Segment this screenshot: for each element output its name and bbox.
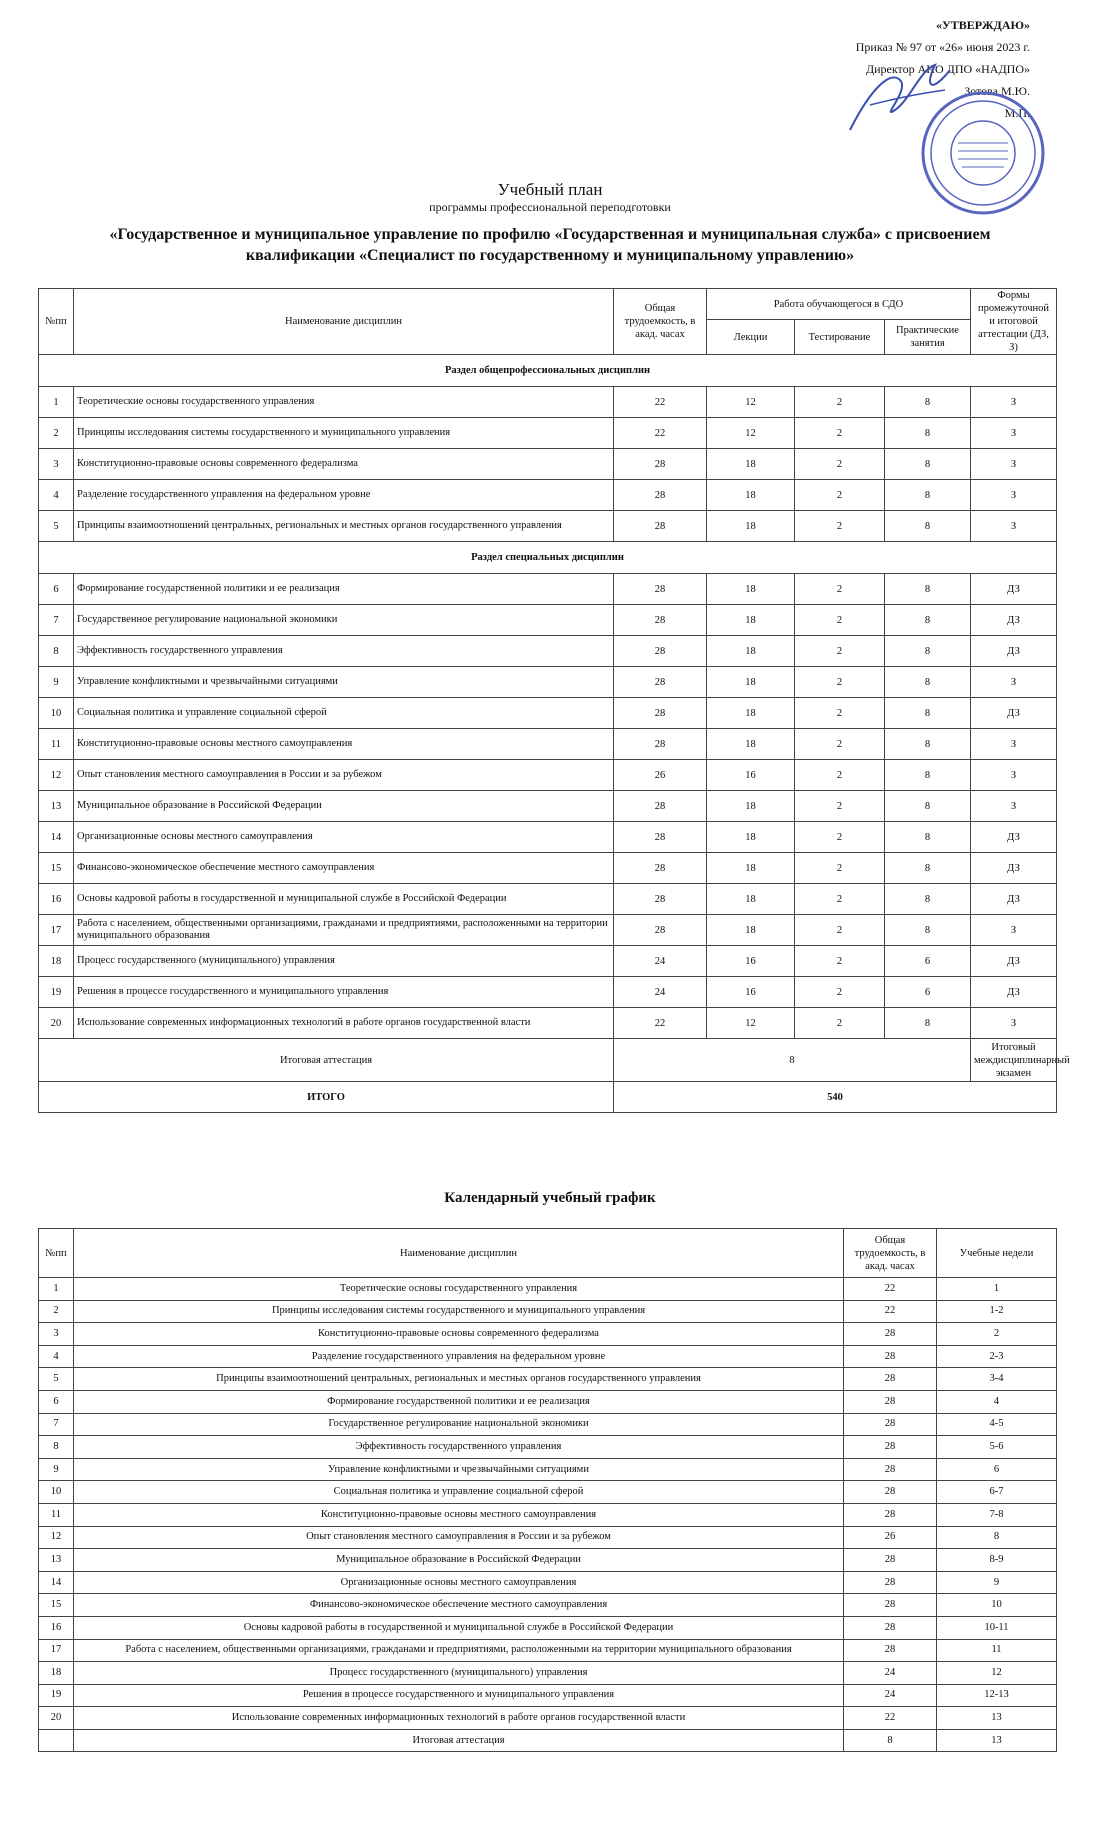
page-subtitle: программы профессиональной переподготовки (429, 200, 671, 214)
discipline-name: Эффективность государственного управления (74, 636, 614, 667)
study-weeks: 8-9 (937, 1549, 1057, 1572)
study-weeks: 2-3 (937, 1345, 1057, 1368)
discipline-name: Финансово-экономическое обеспечение местного самоуправления (74, 853, 614, 884)
practice-hours: 8 (885, 760, 971, 791)
total-hours: 28 (844, 1549, 937, 1572)
total-hours: 28 (844, 1323, 937, 1346)
total-hours: 28 (844, 1458, 937, 1481)
total-hours: 28 (844, 1345, 937, 1368)
testing-hours: 2 (795, 605, 885, 636)
assessment-form: З (971, 791, 1057, 822)
row-num: 9 (39, 667, 74, 698)
practice-hours: 8 (885, 729, 971, 760)
discipline-name: Организационные основы местного самоуправления (74, 1571, 844, 1594)
row-num: 3 (39, 449, 74, 480)
final-form: Итоговый междисциплинарный экзамен (971, 1039, 1057, 1082)
lecture-hours: 18 (707, 822, 795, 853)
discipline-name: Работа с населением, общественными организациями, гражданами и предприятиями, расположенными на территории муниципального образования (74, 915, 614, 946)
testing-hours: 2 (795, 760, 885, 791)
study-weeks: 9 (937, 1571, 1057, 1594)
study-weeks: 1-2 (937, 1300, 1057, 1323)
practice-hours: 8 (885, 822, 971, 853)
assessment-form: З (971, 760, 1057, 791)
row-num (39, 1729, 74, 1752)
table-row (39, 1707, 1057, 1730)
final-hours: 8 (614, 1039, 971, 1082)
table-row (39, 636, 1057, 667)
row-num: 8 (39, 636, 74, 667)
table-row (39, 387, 1057, 418)
study-weeks: 4 (937, 1390, 1057, 1413)
cal-header-name: Наименование дисциплин (74, 1229, 844, 1278)
total-hours: 28 (614, 449, 707, 480)
table-row (39, 1481, 1057, 1504)
practice-hours: 8 (885, 884, 971, 915)
study-weeks: 6 (937, 1458, 1057, 1481)
discipline-name: Использование современных информационных технологий в работе органов государственной власти (74, 1008, 614, 1039)
practice-hours: 8 (885, 449, 971, 480)
total-hours: 22 (844, 1278, 937, 1301)
total-hours: 28 (844, 1368, 937, 1391)
study-weeks: 13 (937, 1707, 1057, 1730)
assessment-form: З (971, 1008, 1057, 1039)
total-hours: 28 (614, 574, 707, 605)
lecture-hours: 18 (707, 667, 795, 698)
testing-hours: 2 (795, 418, 885, 449)
practice-hours: 8 (885, 915, 971, 946)
row-num: 11 (39, 1503, 74, 1526)
practice-hours: 8 (885, 1008, 971, 1039)
study-weeks: 2 (937, 1323, 1057, 1346)
section-row (39, 355, 1057, 387)
discipline-name: Формирование государственной политики и ее реализация (74, 1390, 844, 1413)
total-hours: 28 (614, 698, 707, 729)
assessment-form: З (971, 387, 1057, 418)
total-hours: 24 (614, 977, 707, 1008)
lecture-hours: 18 (707, 884, 795, 915)
row-num: 13 (39, 791, 74, 822)
study-weeks: 12-13 (937, 1684, 1057, 1707)
practice-hours: 8 (885, 667, 971, 698)
assessment-form: ДЗ (971, 853, 1057, 884)
discipline-name: Принципы взаимоотношений центральных, региональных и местных органов государственного управления (74, 1368, 844, 1391)
total-hours: 24 (614, 946, 707, 977)
cal-header-total: Общая трудоемкость, в акад. часах (844, 1229, 937, 1278)
total-hours: 28 (614, 822, 707, 853)
header-forms: Формы промежуточной и итоговой аттестации (ДЗ, З) (971, 289, 1057, 355)
lecture-hours: 12 (707, 387, 795, 418)
discipline-name: Разделение государственного управления на федеральном уровне (74, 1345, 844, 1368)
total-hours: 24 (844, 1684, 937, 1707)
header-name: Наименование дисциплин (74, 289, 614, 355)
table-row (39, 1413, 1057, 1436)
table-row (39, 1594, 1057, 1617)
total-hours: 22 (844, 1707, 937, 1730)
table-row (39, 1639, 1057, 1662)
lecture-hours: 18 (707, 791, 795, 822)
table-row (39, 574, 1057, 605)
total-hours: 28 (614, 853, 707, 884)
row-num: 4 (39, 480, 74, 511)
discipline-name: Муниципальное образование в Российской Федерации (74, 1549, 844, 1572)
section-label: Раздел общепрофессиональных дисциплин (39, 355, 1057, 387)
table-row (39, 1390, 1057, 1413)
row-num: 20 (39, 1707, 74, 1730)
discipline-name: Финансово-экономическое обеспечение местного самоуправления (74, 1594, 844, 1617)
practice-hours: 8 (885, 574, 971, 605)
testing-hours: 2 (795, 698, 885, 729)
table-row (39, 1368, 1057, 1391)
practice-hours: 6 (885, 946, 971, 977)
study-weeks: 13 (937, 1729, 1057, 1752)
discipline-name: Управление конфликтными и чрезвычайными ситуациями (74, 1458, 844, 1481)
testing-hours: 2 (795, 822, 885, 853)
row-num: 2 (39, 1300, 74, 1323)
table-row (39, 729, 1057, 760)
discipline-name: Конституционно-правовые основы местного самоуправления (74, 1503, 844, 1526)
discipline-name: Итоговая аттестация (74, 1729, 844, 1752)
discipline-name: Муниципальное образование в Российской Федерации (74, 791, 614, 822)
total-hours: 28 (614, 884, 707, 915)
approval-mp: М.П. (1004, 106, 1030, 120)
total-hours: 28 (614, 915, 707, 946)
testing-hours: 2 (795, 636, 885, 667)
practice-hours: 8 (885, 480, 971, 511)
discipline-name: Теоретические основы государственного управления (74, 1278, 844, 1301)
testing-hours: 2 (795, 387, 885, 418)
table-row (39, 1662, 1057, 1685)
study-plan-table (38, 288, 1070, 1113)
total-hours: 28 (614, 791, 707, 822)
lecture-hours: 16 (707, 946, 795, 977)
table-row (39, 511, 1057, 542)
row-num: 5 (39, 511, 74, 542)
assessment-form: З (971, 667, 1057, 698)
table-row (39, 946, 1057, 977)
row-num: 15 (39, 1594, 74, 1617)
table-row (39, 698, 1057, 729)
testing-hours: 2 (795, 977, 885, 1008)
lecture-hours: 16 (707, 760, 795, 791)
lecture-hours: 18 (707, 915, 795, 946)
table-row (39, 1345, 1057, 1368)
discipline-name: Конституционно-правовые основы современного федерализма (74, 1323, 844, 1346)
discipline-name: Использование современных информационных технологий в работе органов государственной власти (74, 1707, 844, 1730)
row-num: 18 (39, 1662, 74, 1685)
assessment-form: З (971, 915, 1057, 946)
study-weeks: 10 (937, 1594, 1057, 1617)
table-row (39, 1323, 1057, 1346)
total-hours: 28 (844, 1413, 937, 1436)
total-row (39, 1082, 1057, 1113)
assessment-form: ДЗ (971, 977, 1057, 1008)
final-label: Итоговая аттестация (39, 1039, 614, 1082)
header-total: Общая трудоемкость, в акад. часах (614, 289, 707, 355)
testing-hours: 2 (795, 511, 885, 542)
practice-hours: 8 (885, 791, 971, 822)
table-row (39, 1616, 1057, 1639)
assessment-form: З (971, 449, 1057, 480)
row-num: 14 (39, 1571, 74, 1594)
testing-hours: 2 (795, 915, 885, 946)
discipline-name: Принципы взаимоотношений центральных, региональных и местных органов государственного управления (74, 511, 614, 542)
assessment-form: ДЗ (971, 946, 1057, 977)
study-weeks: 12 (937, 1662, 1057, 1685)
total-hours: 26 (844, 1526, 937, 1549)
practice-hours: 8 (885, 418, 971, 449)
discipline-name: Решения в процессе государственного и муниципального управления (74, 977, 614, 1008)
assessment-form: ДЗ (971, 822, 1057, 853)
discipline-name: Государственное регулирование национальной экономики (74, 605, 614, 636)
total-hours: 28 (844, 1503, 937, 1526)
table-row (39, 1503, 1057, 1526)
table-row (39, 605, 1057, 636)
study-weeks: 3-4 (937, 1368, 1057, 1391)
cal-header-num: №пп (39, 1229, 74, 1278)
table-row (39, 915, 1057, 946)
discipline-name: Опыт становления местного самоуправления в России и за рубежом (74, 1526, 844, 1549)
study-weeks: 6-7 (937, 1481, 1057, 1504)
discipline-name: Социальная политика и управление социальной сферой (74, 698, 614, 729)
discipline-name: Принципы исследования системы государственного и муниципального управления (74, 1300, 844, 1323)
row-num: 16 (39, 884, 74, 915)
lecture-hours: 18 (707, 853, 795, 884)
row-num: 10 (39, 698, 74, 729)
total-hours: 28 (844, 1616, 937, 1639)
row-num: 10 (39, 1481, 74, 1504)
calendar-table (38, 1228, 1057, 1752)
row-num: 6 (39, 574, 74, 605)
total-hours: 28 (844, 1436, 937, 1459)
discipline-name: Разделение государственного управления на федеральном уровне (74, 480, 614, 511)
final-attestation-row (39, 1039, 1057, 1082)
total-hours: 28 (614, 511, 707, 542)
calendar-title: Календарный учебный график (444, 1190, 656, 1206)
discipline-name: Опыт становления местного самоуправления в России и за рубежом (74, 760, 614, 791)
header-practice: Практические занятия (885, 320, 971, 355)
total-hours-sum: 540 (614, 1082, 1057, 1113)
table-row (39, 1729, 1057, 1752)
discipline-name: Процесс государственного (муниципального) управления (74, 946, 614, 977)
discipline-name: Организационные основы местного самоуправления (74, 822, 614, 853)
approval-title: «УТВЕРЖДАЮ» (935, 18, 1030, 32)
row-num: 17 (39, 1639, 74, 1662)
discipline-name: Основы кадровой работы в государственной и муниципальной службе в Российской Федерации (74, 1616, 844, 1639)
table-row (39, 884, 1057, 915)
table-row (39, 853, 1057, 884)
practice-hours: 8 (885, 511, 971, 542)
lecture-hours: 18 (707, 480, 795, 511)
total-hours: 28 (844, 1390, 937, 1413)
row-num: 7 (39, 1413, 74, 1436)
lecture-hours: 16 (707, 977, 795, 1008)
row-num: 14 (39, 822, 74, 853)
cal-header-weeks: Учебные недели (937, 1229, 1057, 1278)
study-weeks: 7-8 (937, 1503, 1057, 1526)
row-num: 19 (39, 1684, 74, 1707)
row-num: 13 (39, 1549, 74, 1572)
row-num: 17 (39, 915, 74, 946)
total-hours: 28 (614, 667, 707, 698)
approval-position: Директор АНО ДПО «НАДПО» (865, 62, 1030, 76)
row-num: 1 (39, 1278, 74, 1301)
table-row (39, 1526, 1057, 1549)
assessment-form: ДЗ (971, 636, 1057, 667)
discipline-name: Социальная политика и управление социальной сферой (74, 1481, 844, 1504)
table-row (39, 1436, 1057, 1459)
practice-hours: 8 (885, 853, 971, 884)
assessment-form: ДЗ (971, 574, 1057, 605)
assessment-form: ДЗ (971, 884, 1057, 915)
row-num: 6 (39, 1390, 74, 1413)
row-num: 16 (39, 1616, 74, 1639)
testing-hours: 2 (795, 853, 885, 884)
table-row (39, 760, 1057, 791)
practice-hours: 8 (885, 698, 971, 729)
total-hours: 22 (844, 1300, 937, 1323)
total-hours: 22 (614, 387, 707, 418)
header-testing: Тестирование (795, 320, 885, 355)
table-row (39, 1684, 1057, 1707)
study-weeks: 1 (937, 1278, 1057, 1301)
total-hours: 28 (614, 605, 707, 636)
total-hours: 28 (614, 636, 707, 667)
header-work: Работа обучающегося в СДО (707, 289, 971, 320)
program-title: «Государственное и муниципальное управление по профилю «Государственная и муниципальная служба» с присвоением квалификации «Специалист по государственному и муниципальному управлению» (109, 226, 991, 264)
discipline-name: Управление конфликтными и чрезвычайными ситуациями (74, 667, 614, 698)
lecture-hours: 12 (707, 1008, 795, 1039)
assessment-form: З (971, 729, 1057, 760)
table-row (39, 1571, 1057, 1594)
discipline-name: Государственное регулирование национальной экономики (74, 1413, 844, 1436)
total-hours: 24 (844, 1662, 937, 1685)
study-weeks: 5-6 (937, 1436, 1057, 1459)
page-title: Учебный план (497, 180, 603, 199)
assessment-form: З (971, 511, 1057, 542)
testing-hours: 2 (795, 729, 885, 760)
study-weeks: 10-11 (937, 1616, 1057, 1639)
total-hours: 28 (844, 1571, 937, 1594)
table-row (39, 1458, 1057, 1481)
header-lectures: Лекции (707, 320, 795, 355)
total-hours: 22 (614, 1008, 707, 1039)
table-row (39, 1278, 1057, 1301)
total-label: ИТОГО (39, 1082, 614, 1113)
lecture-hours: 18 (707, 605, 795, 636)
table-row (39, 822, 1057, 853)
row-num: 20 (39, 1008, 74, 1039)
practice-hours: 8 (885, 605, 971, 636)
discipline-name: Основы кадровой работы в государственной и муниципальной службе в Российской Федерации (74, 884, 614, 915)
lecture-hours: 18 (707, 698, 795, 729)
table-row (39, 449, 1057, 480)
testing-hours: 2 (795, 480, 885, 511)
row-num: 12 (39, 1526, 74, 1549)
table-row (39, 791, 1057, 822)
discipline-name: Работа с населением, общественными организациями, гражданами и предприятиями, расположенными на территории муниципального образования (74, 1639, 844, 1662)
row-num: 3 (39, 1323, 74, 1346)
practice-hours: 8 (885, 636, 971, 667)
discipline-name: Решения в процессе государственного и муниципального управления (74, 1684, 844, 1707)
total-hours: 28 (844, 1639, 937, 1662)
assessment-form: ДЗ (971, 698, 1057, 729)
testing-hours: 2 (795, 1008, 885, 1039)
lecture-hours: 12 (707, 418, 795, 449)
practice-hours: 8 (885, 387, 971, 418)
lecture-hours: 18 (707, 636, 795, 667)
table-row (39, 977, 1057, 1008)
section-row (39, 542, 1057, 574)
section-label: Раздел специальных дисциплин (39, 542, 1057, 574)
testing-hours: 2 (795, 791, 885, 822)
testing-hours: 2 (795, 449, 885, 480)
discipline-name: Теоретические основы государственного управления (74, 387, 614, 418)
study-weeks: 8 (937, 1526, 1057, 1549)
total-hours: 26 (614, 760, 707, 791)
table-row (39, 1008, 1057, 1039)
row-num: 7 (39, 605, 74, 636)
lecture-hours: 18 (707, 449, 795, 480)
study-weeks: 11 (937, 1639, 1057, 1662)
total-hours: 8 (844, 1729, 937, 1752)
assessment-form: З (971, 480, 1057, 511)
lecture-hours: 18 (707, 729, 795, 760)
row-num: 11 (39, 729, 74, 760)
header-num: №пп (39, 289, 74, 355)
row-num: 1 (39, 387, 74, 418)
row-num: 19 (39, 977, 74, 1008)
testing-hours: 2 (795, 667, 885, 698)
discipline-name: Процесс государственного (муниципального) управления (74, 1662, 844, 1685)
discipline-name: Конституционно-правовые основы местного самоуправления (74, 729, 614, 760)
total-hours: 28 (614, 729, 707, 760)
row-num: 15 (39, 853, 74, 884)
lecture-hours: 18 (707, 511, 795, 542)
table-row (39, 480, 1057, 511)
assessment-form: З (971, 418, 1057, 449)
practice-hours: 6 (885, 977, 971, 1008)
approval-name: Зотова М.Ю. (964, 84, 1030, 98)
table-row (39, 1549, 1057, 1572)
testing-hours: 2 (795, 884, 885, 915)
discipline-name: Принципы исследования системы государственного и муниципального управления (74, 418, 614, 449)
table-row (39, 418, 1057, 449)
row-num: 8 (39, 1436, 74, 1459)
total-hours: 22 (614, 418, 707, 449)
total-hours: 28 (844, 1481, 937, 1504)
table-row (39, 667, 1057, 698)
row-num: 2 (39, 418, 74, 449)
discipline-name: Формирование государственной политики и ее реализация (74, 574, 614, 605)
row-num: 4 (39, 1345, 74, 1368)
study-weeks: 4-5 (937, 1413, 1057, 1436)
row-num: 18 (39, 946, 74, 977)
total-hours: 28 (844, 1594, 937, 1617)
assessment-form: ДЗ (971, 605, 1057, 636)
table-row (39, 1300, 1057, 1323)
lecture-hours: 18 (707, 574, 795, 605)
row-num: 9 (39, 1458, 74, 1481)
row-num: 5 (39, 1368, 74, 1391)
row-num: 12 (39, 760, 74, 791)
discipline-name: Конституционно-правовые основы современного федерализма (74, 449, 614, 480)
total-hours: 28 (614, 480, 707, 511)
testing-hours: 2 (795, 574, 885, 605)
discipline-name: Эффективность государственного управления (74, 1436, 844, 1459)
approval-order: Приказ № 97 от «26» июня 2023 г. (855, 40, 1030, 54)
testing-hours: 2 (795, 946, 885, 977)
